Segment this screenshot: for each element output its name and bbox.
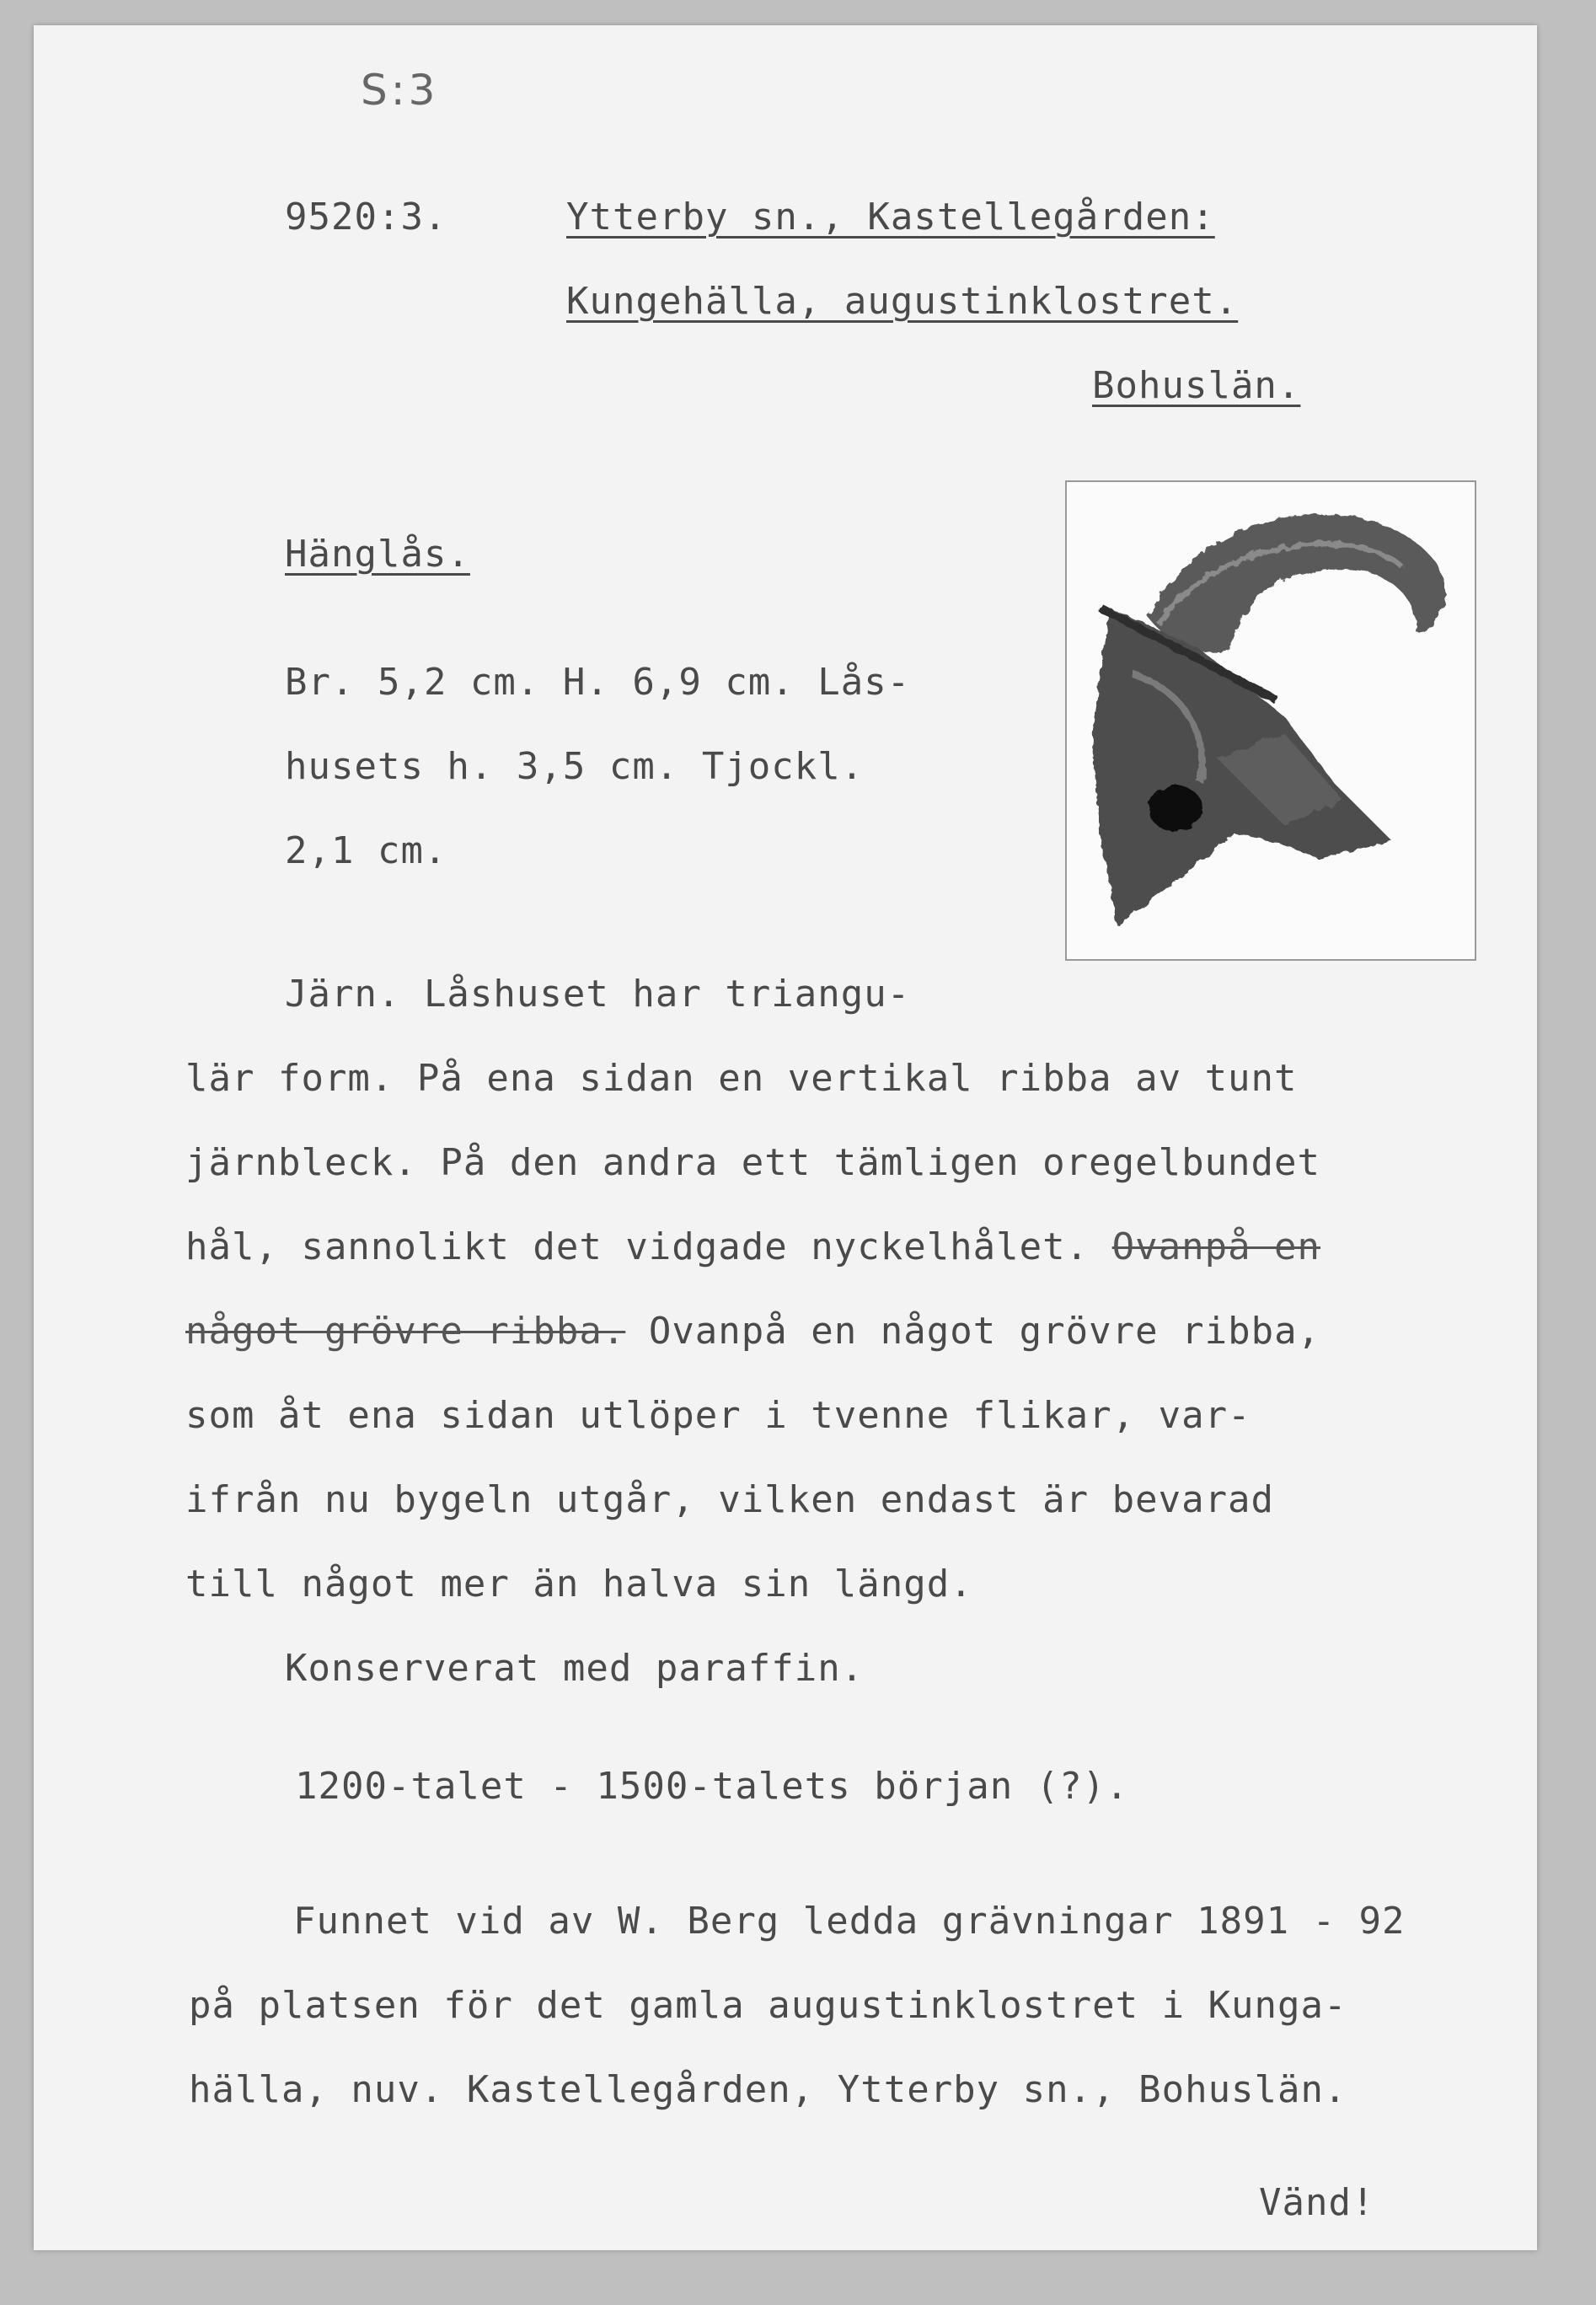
struck-text-1: Ovanpå en xyxy=(1111,1225,1321,1268)
province: Bohuslän. xyxy=(1092,364,1301,407)
description-line-4 xyxy=(185,1225,1321,1268)
dimensions-line-1: Br. 5,2 cm. H. 6,9 cm. Lås- xyxy=(285,661,911,704)
description-line-7: ifrån nu bygeln utgår, vilken endast är bevarad xyxy=(185,1478,1275,1521)
location-line-1: Ytterby sn., Kastellegården: xyxy=(566,196,1215,239)
dimensions-line-2: husets h. 3,5 cm. Tjockl. xyxy=(285,745,865,788)
object-photo xyxy=(1065,480,1476,961)
description-line-5-text: Ovanpå en något grövre ribba, xyxy=(648,1310,1321,1353)
catalog-card xyxy=(34,25,1537,2250)
dimensions-line-3: 2,1 cm. xyxy=(285,829,447,872)
location-line-2: Kungehälla, augustinklostret. xyxy=(566,280,1239,323)
find-line-2: på platsen för det gamla augustinklostret i Kunga- xyxy=(189,1984,1347,2027)
find-line-1: Funnet vid av W. Berg ledda grävningar 1891 - 92 xyxy=(293,1900,1406,1943)
conservation-note: Konserverat med paraffin. xyxy=(285,1647,865,1690)
description-line-1: Järn. Låshuset har triangu- xyxy=(285,973,911,1016)
turn-over-note: Vänd! xyxy=(1259,2181,1375,2224)
description-line-6: som åt ena sidan utlöper i tvenne flikar, var- xyxy=(185,1394,1251,1437)
description-line-4-text: hål, sannolikt det vidgade nyckelhålet. xyxy=(185,1225,1090,1268)
find-line-3: hälla, nuv. Kastellegården, Ytterby sn., Bohuslän. xyxy=(189,2068,1347,2111)
description-line-5 xyxy=(185,1310,1321,1353)
catalog-number: 9520:3. xyxy=(285,196,447,239)
struck-text-2: något grövre ribba. xyxy=(185,1310,626,1353)
shelf-mark: S:3 xyxy=(361,66,439,115)
description-line-3: järnbleck. På den andra ett tämligen oregelbundet xyxy=(185,1141,1321,1184)
object-name: Hänglås. xyxy=(285,533,470,576)
dating-note: 1200-talet - 1500-talets början (?). xyxy=(295,1765,1129,1808)
description-line-8: till något mer än halva sin längd. xyxy=(185,1563,973,1605)
padlock-photo-icon xyxy=(1067,482,1475,959)
description-line-2: lär form. På ena sidan en vertikal ribba av tunt xyxy=(185,1057,1298,1100)
